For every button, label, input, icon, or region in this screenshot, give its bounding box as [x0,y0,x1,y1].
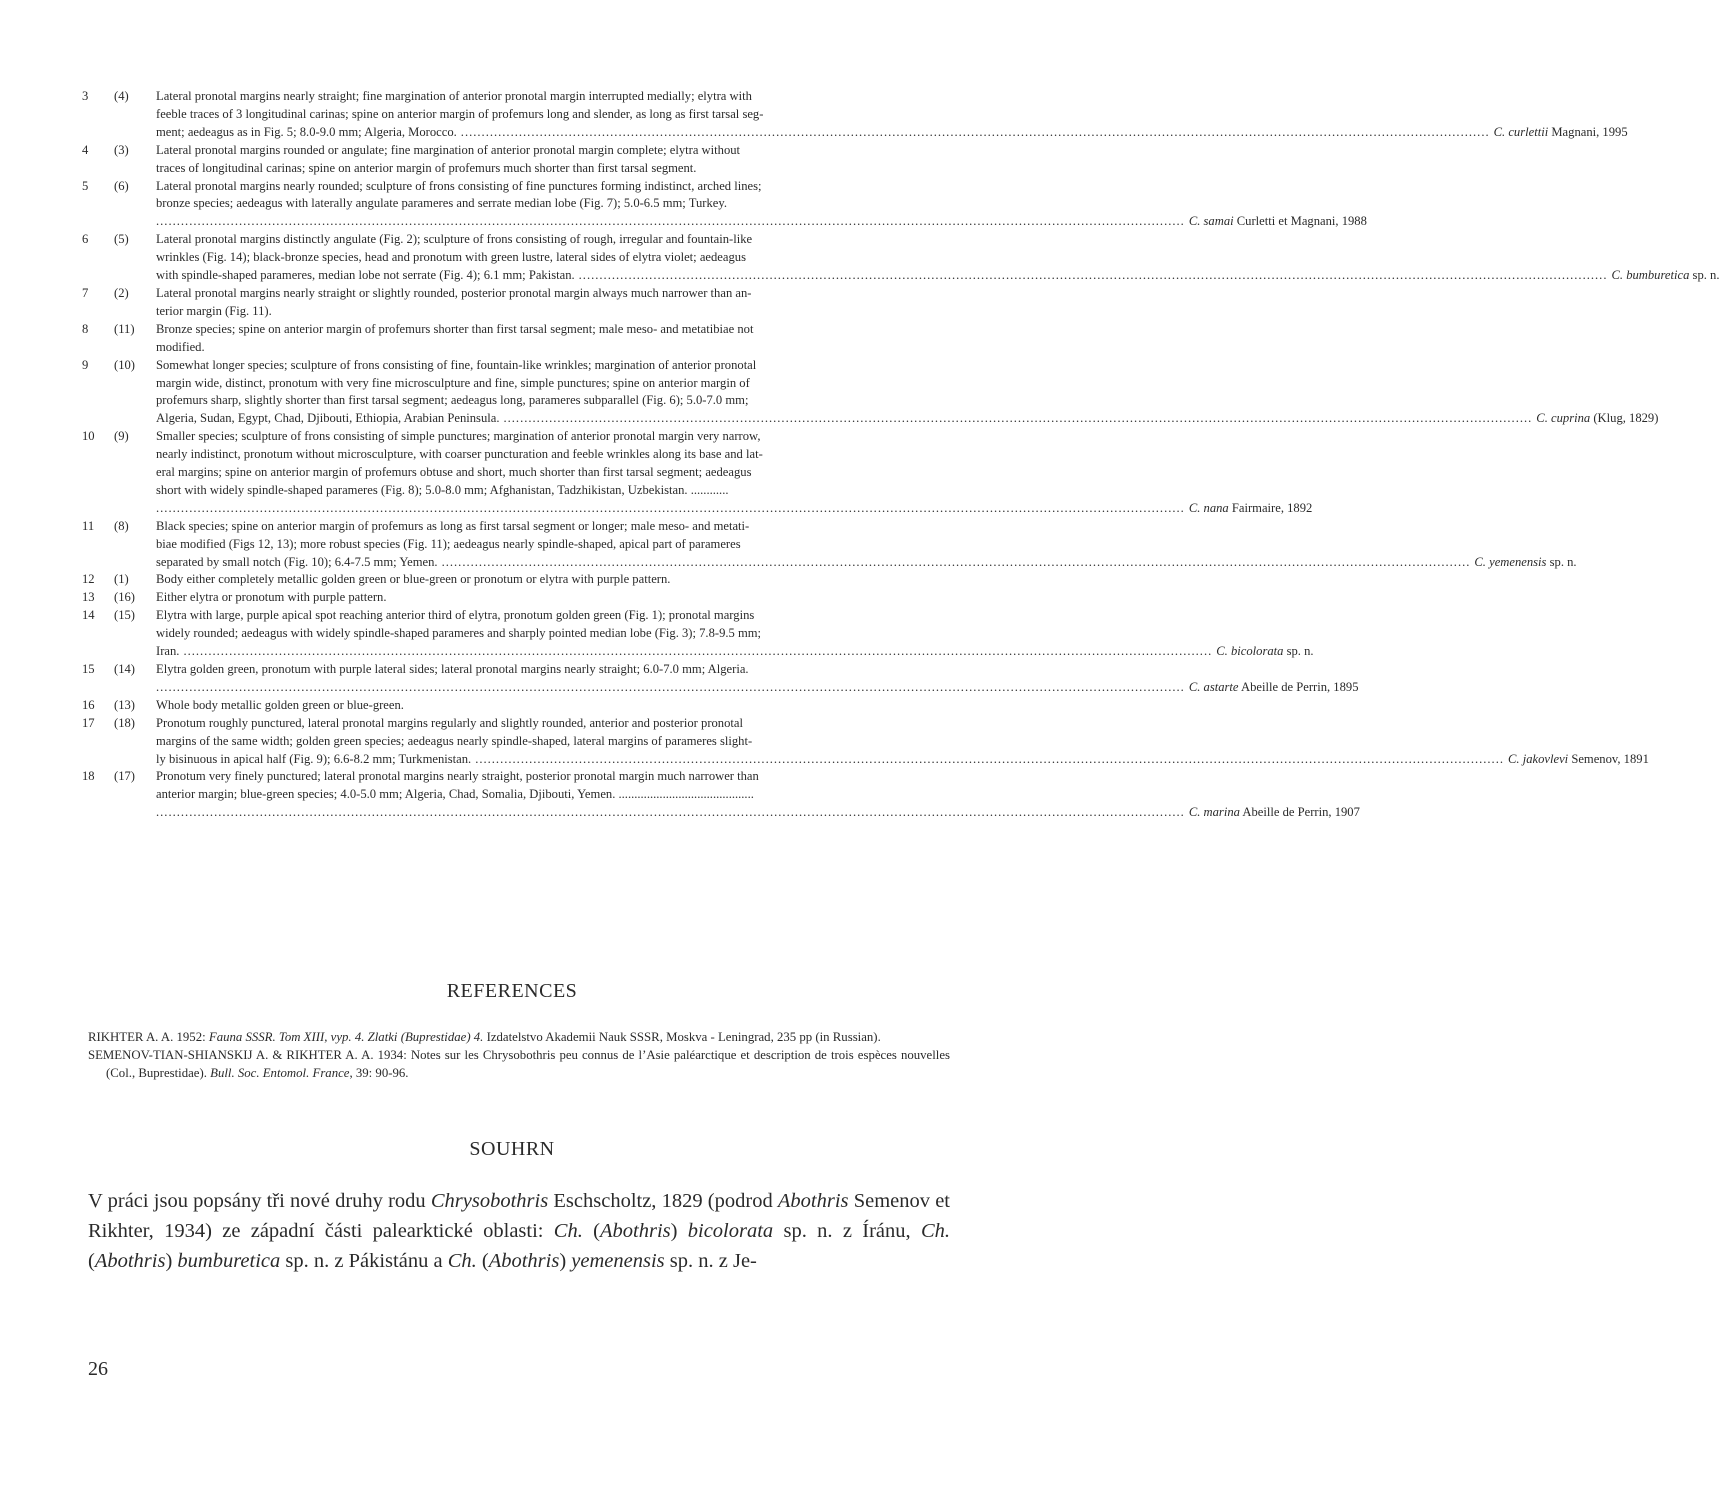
reference-title: Fauna SSSR. Tom XIII, vyp. 4. Zlatki (Buprestidae) 4. [208,1030,484,1044]
couplet-line: eral margins; spine on anterior margin of profemurs obtuse and short, much shorter than first tarsal segment; aedeagus [156,465,752,480]
key-couplet [82,571,950,589]
couplet-number: 6 [82,232,89,247]
couplet-line: modified. [156,339,205,354]
summary-text: ) [559,1250,572,1272]
couplet-line: Lateral pronotal margins nearly straight or slightly rounded, posterior pronotal margin always much narrower than an- [156,285,752,300]
species-epithet: nana [1203,500,1229,515]
couplet-number: 16 [82,697,95,712]
summary-italic: bicolorata [687,1220,774,1242]
couplet-text [156,285,950,321]
summary-heading: SOUHRN [469,1138,555,1160]
couplet-line: biae modified (Figs 12, 13); more robust species (Fig. 11); aedeagus nearly spindle-shaped, apical part of parameres [156,536,741,551]
couplet-text [156,428,1312,518]
species-line [156,751,1649,769]
species-epithet: cuprina [1551,411,1591,426]
couplet-line: Pronotum very finely punctured; lateral pronotal margins nearly straight, posterior pronotal margin much narrower than [156,769,759,784]
leader-dots [156,500,1185,518]
references-heading: REFERENCES [446,980,578,1002]
couplet-reference: (17) [114,769,135,784]
couplet-line: widely rounded; aedeagus with widely spindle-shaped parameres and sharply pointed median lobe (Fig. 3); 7.8-9.5 mm; [156,626,762,641]
couplet-text [156,357,1658,429]
genus-abbrev: C. [1508,751,1520,766]
summary-text: ( [582,1220,600,1242]
species-name [1189,500,1313,518]
summary-italic: Ch. [447,1250,477,1272]
couplet-reference: (5) [114,232,129,247]
species-epithet: bumburetica [1626,268,1690,283]
identification-key [82,88,1720,822]
summary-text: ) [165,1250,178,1272]
species-line-text: separated by small notch (Fig. 10); 6.4-7.5 mm; Yemen. [156,554,438,569]
couplet-reference: (9) [114,429,129,444]
couplet-number: 9 [82,357,89,372]
couplet-line: Whole body metallic golden green or blue-green. [156,697,404,712]
genus-abbrev: C. [1536,411,1548,426]
couplet-text [156,768,1360,822]
key-couplet [82,178,1367,232]
couplet-reference: (6) [114,178,129,193]
species-line [156,679,1359,697]
species-line [156,410,1658,428]
couplet-reference: (10) [114,357,135,372]
species-line [156,643,1314,661]
leader-dots [475,751,1504,769]
species-name [1216,643,1313,661]
species-name [1189,213,1367,231]
reference-text: Izdatelstvo Akademii Nauk SSSR, Moskva - Leningrad, 235 pp (in Russian). [483,1030,881,1044]
leader-dots [156,213,1185,231]
summary-text: ( [88,1250,95,1272]
couplet-reference: (13) [114,697,135,712]
species-author: sp. n. [1549,554,1577,569]
couplet-reference: (1) [114,572,129,587]
summary-italic: Chrysobothris [430,1190,549,1212]
reference-item [88,1028,950,1046]
couplet-text [156,589,950,607]
summary-text: Semenov et Rikhter, 1934) ze západní části palearktické oblasti: [88,1190,950,1242]
species-epithet: jakovlevi [1522,751,1569,766]
species-author: Abeille de Perrin, 1907 [1242,805,1360,820]
couplet-line: short with widely spindle-shaped parameres (Fig. 8); 5.0-8.0 mm; Afghanistan, Tadzhikistan, Uzbekistan. ............ [156,482,729,497]
summary-text: Eschscholtz, 1829 (podrod [548,1190,778,1212]
key-couplet [82,697,950,715]
summary-text: ( [476,1250,489,1272]
species-line-text: Iran. [156,644,180,659]
leader-dots [156,679,1185,697]
summary-italic: Ch. [553,1220,583,1242]
couplet-reference: (3) [114,142,129,157]
key-couplet [82,285,950,321]
species-author: Abeille de Perrin, 1895 [1240,679,1359,694]
couplet-reference: (15) [114,608,135,623]
key-couplet [82,88,1628,142]
summary-text: V práci jsou popsány tři nové druhy rodu [88,1190,431,1212]
key-couplet [82,428,1313,518]
couplet-text [156,88,1628,142]
summary-italic: yemenensis [571,1250,665,1272]
couplet-line: anterior margin; blue-green species; 4.0-5.0 mm; Algeria, Chad, Somalia, Djibouti, Yemen. ........................................... [156,787,754,802]
couplet-line: Bronze species; spine on anterior margin of profemurs shorter than first tarsal segment; male meso- and metatibiae not [156,321,754,336]
species-author: Curletti et Magnani, 1988 [1236,214,1367,229]
couplet-line: Lateral pronotal margins rounded or angulate; fine margination of anterior pronotal margin complete; elytra without [156,142,741,157]
couplet-line: bronze species; aedeagus with laterally angulate parameres and serrate median lobe (Fig. 7); 5.0-6.5 mm; Turkey. [156,196,727,211]
leader-dots [183,643,1212,661]
reference-item [88,1046,950,1082]
species-epithet: astarte [1203,679,1239,694]
leader-dots [461,124,1490,142]
species-line [156,124,1628,142]
key-couplet [82,357,1659,429]
species-name [1494,124,1628,142]
leader-dots [442,554,1471,572]
couplet-text [156,607,1314,661]
couplet-reference: (4) [114,89,129,103]
couplet-number: 5 [82,178,89,193]
species-name [1536,410,1658,428]
species-author: sp. n. [1286,644,1314,659]
species-epithet: samai [1203,214,1234,229]
couplet-text [156,697,950,715]
couplet-number: 8 [82,321,89,336]
couplet-text [156,321,950,357]
species-name [1611,267,1719,285]
reference-text: RIKHTER A. A. 1952: [88,1030,209,1044]
couplet-line: margins of the same width; golden green species; aedeagus nearly spindle-shaped, lateral margins of parameres slight- [156,733,753,748]
references-list [88,1028,950,1082]
couplet-line: wrinkles (Fig. 14); black-bronze species, head and pronotum with green lustre, lateral sides of elytra violet; aedeagus [156,250,746,265]
couplet-line: Lateral pronotal margins nearly straight; fine margination of anterior pronotal margin interrupted medially; elytra with [156,89,752,103]
species-line-text: Algeria, Sudan, Egypt, Chad, Djibouti, Ethiopia, Arabian Peninsula. [156,411,500,426]
reference-title: Bull. Soc. Entomol. France [210,1066,350,1080]
couplet-line: Elytra golden green, pronotum with purple lateral sides; lateral pronotal margins nearly straight; 6.0-7.0 mm; Algeria. [156,662,749,676]
couplet-number: 13 [82,590,95,605]
species-line [156,554,1577,572]
couplet-number: 18 [82,769,95,784]
couplet-line: traces of longitudinal carinas; spine on anterior margin of profemurs much shorter than first tarsal segment. [156,160,697,175]
leader-dots [156,804,1185,822]
species-line-text: ly bisinuous in apical half (Fig. 9); 6.6-8.2 mm; Turkmenistan. [156,751,472,766]
summary-italic: Abothris [777,1190,849,1212]
species-author: sp. n. [1692,268,1720,283]
couplet-line: terior margin (Fig. 11). [156,303,272,318]
couplet-line: Black species; spine on anterior margin of profemurs as long as first tarsal segment or longer; male meso- and metati- [156,518,750,533]
key-couplet [82,589,950,607]
couplet-reference: (14) [114,662,135,676]
couplet-line: Body either completely metallic golden green or blue-green or pronotum or elytra with purple pattern. [156,572,671,587]
couplet-number: 4 [82,142,89,157]
genus-abbrev: C. [1188,805,1201,820]
summary-paragraph [88,1186,950,1276]
species-epithet: yemenensis [1489,554,1547,569]
key-couplet [82,321,950,357]
couplet-number: 14 [82,608,95,623]
couplet-number: 10 [82,429,95,444]
species-line-text: with spindle-shaped parameres, median lobe not serrate (Fig. 4); 6.1 mm; Pakistan. [156,268,575,283]
couplet-reference: (8) [114,518,129,533]
leader-dots [503,410,1532,428]
species-epithet: curlettii [1508,124,1549,139]
summary-text: sp. n. z Pákistánu a [280,1250,448,1272]
couplet-reference: (2) [114,285,129,300]
couplet-line: Smaller species; sculpture of frons consisting of simple punctures; margination of anterior pronotal margin very narrow, [156,429,761,444]
species-author: Semenov, 1891 [1571,751,1649,766]
species-line [156,500,1312,518]
genus-abbrev: C. [1611,268,1624,283]
species-line [156,213,1367,231]
summary-text: sp. n. z Je- [664,1250,757,1272]
couplet-text [156,571,950,589]
couplet-line: Pronotum roughly punctured, lateral pronotal margins regularly and slightly rounded, anterior and posterior pronotal [156,715,743,730]
key-couplet [82,142,950,178]
summary-italic: Ch. [920,1220,950,1242]
species-epithet: bicolorata [1230,644,1284,659]
couplet-number: 11 [82,518,95,533]
species-epithet: marina [1203,805,1240,820]
summary-italic: Abothris [94,1250,166,1272]
couplet-line: Lateral pronotal margins distinctly angulate (Fig. 2); sculpture of frons consisting of rough, irregular and fountain-like [156,232,753,247]
couplet-line: nearly indistinct, pronotum without microsculpture, with coarser puncturation and feeble wrinkles along its base and lat- [156,447,763,462]
genus-abbrev: C. [1493,124,1506,139]
key-couplet [82,607,1314,661]
genus-abbrev: C. [1474,554,1486,569]
couplet-line: margin wide, distinct, pronotum with very fine microsculpture and fine, simple punctures; spine on anterior margin of [156,375,750,390]
key-couplet [82,231,1720,285]
summary-italic: Abothris [488,1250,560,1272]
couplet-text [156,178,1367,232]
couplet-number: 17 [82,715,95,730]
couplet-line: Lateral pronotal margins nearly rounded; sculpture of frons consisting of fine punctures forming indistinct, arched lines; [156,178,762,193]
couplet-line: profemurs sharp, slightly shorter than first tarsal segment; aedeagus long, parameres subparallel (Fig. 6); 5.0-7.0 mm; [156,393,749,408]
couplet-line: Elytra with large, purple apical spot reaching anterior third of elytra, pronotum golden green (Fig. 1); pronotal margins [156,608,755,623]
summary-italic: Abothris [600,1220,671,1242]
genus-abbrev: C. [1188,500,1201,515]
species-name [1189,679,1359,697]
key-couplet [82,661,1359,697]
couplet-number: 7 [82,285,89,300]
key-couplet [82,715,1649,769]
species-line [156,267,1720,285]
key-couplet [82,518,1577,572]
species-line [156,804,1360,822]
summary-italic: bumburetica [177,1250,281,1272]
couplet-text [156,661,1359,697]
couplet-text [156,715,1649,769]
couplet-text [156,231,1720,285]
couplet-number: 15 [82,662,95,676]
genus-abbrev: C. [1188,214,1201,229]
species-author: Magnani, 1995 [1551,124,1628,139]
couplet-text [156,518,1577,572]
genus-abbrev: C. [1188,679,1201,694]
leader-dots [579,267,1608,285]
reference-text: , 39: 90-96. [349,1066,409,1080]
species-author: (Klug, 1829) [1593,411,1659,426]
couplet-reference: (16) [114,590,135,605]
summary-text: ) [670,1220,688,1242]
species-name [1189,804,1360,822]
couplet-number: 12 [82,572,95,587]
couplet-reference: (18) [114,715,135,730]
couplet-number: 3 [82,89,89,103]
reference-text: SEMENOV-TIAN-SHIANSKIJ A. & RIKHTER A. A. 1934: Notes sur les Chrysobothris peu connus de l’Asie paléarctique et description de trois espèces nouvelles (Col., Buprestidae). [88,1048,950,1080]
couplet-text [156,142,950,178]
couplet-reference: (11) [114,321,135,336]
species-name [1508,751,1649,769]
genus-abbrev: C. [1216,644,1228,659]
species-author: Fairmaire, 1892 [1231,500,1313,515]
page-number: 26 [88,1358,108,1380]
key-couplet [82,768,1360,822]
species-line-text: ment; aedeagus as in Fig. 5; 8.0-9.0 mm; Algeria, Morocco. [156,124,457,139]
couplet-line: Somewhat longer species; sculpture of frons consisting of fine, fountain-like wrinkles; margination of anterior pronotal [156,357,757,372]
species-name [1474,554,1576,572]
couplet-line: Either elytra or pronotum with purple pattern. [156,590,387,605]
summary-text: sp. n. z Íránu, [773,1220,921,1242]
couplet-line: feeble traces of 3 longitudinal carinas; spine on anterior margin of profemurs long and slender, as long as first tarsal seg- [156,106,764,121]
